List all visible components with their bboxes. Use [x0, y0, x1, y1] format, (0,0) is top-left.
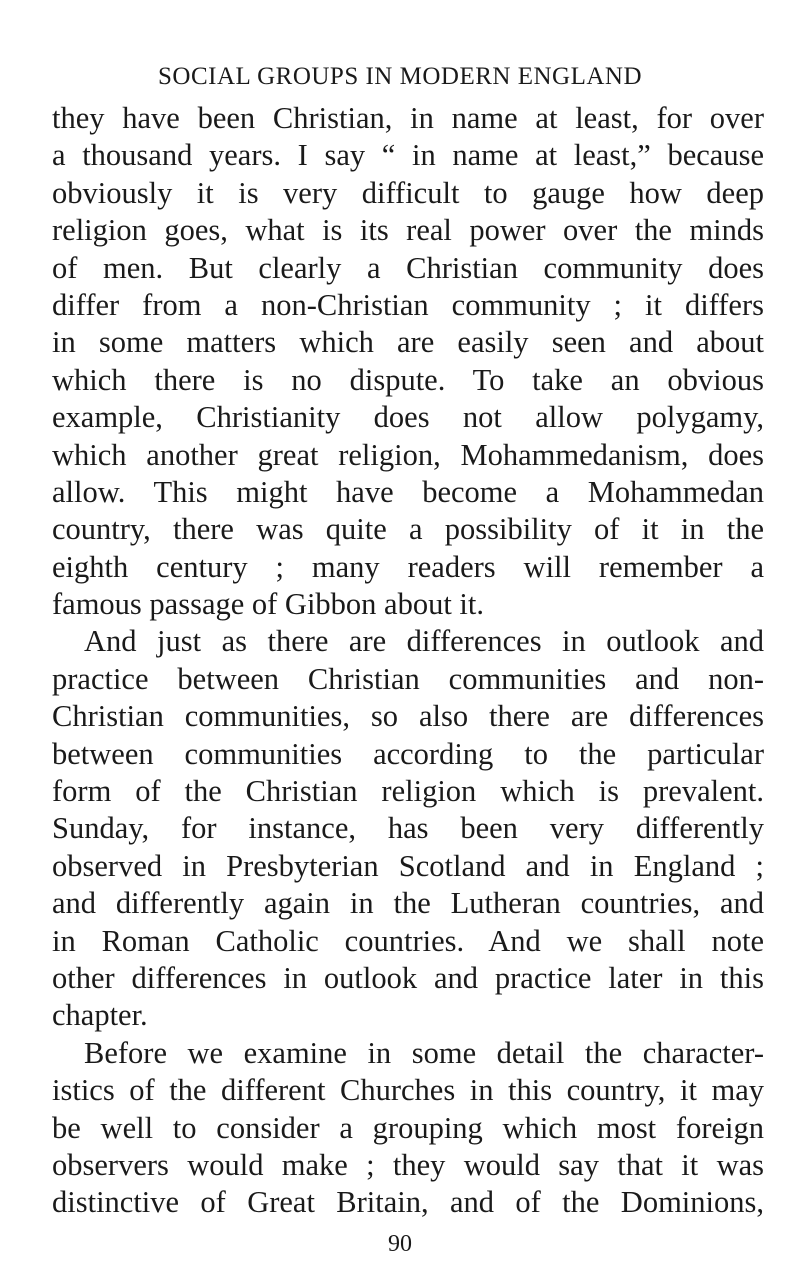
- text-line: chapter.: [52, 998, 148, 1033]
- text-line: eighth century ; many readers will remember a: [52, 549, 764, 584]
- text-line: be well to consider a grouping which most foreign: [52, 1110, 764, 1145]
- text-line: differ from a non-Christian community ; it differs: [52, 287, 764, 322]
- text-line: form of the Christian religion which is prevalent.: [52, 774, 764, 809]
- text-line: religion goes, what is its real power over the minds: [52, 213, 764, 248]
- page-number: 90: [388, 1231, 412, 1257]
- text-line: obviously it is very difficult to gauge how deep: [52, 175, 764, 210]
- text-line: allow. This might have become a Mohammedan: [52, 474, 764, 509]
- text-line: and differently again in the Lutheran countries, and: [52, 886, 764, 921]
- text-line: observers would make ; they would say that it was: [52, 1147, 764, 1182]
- text-line: distinctive of Great Britain, and of the Dominions,: [52, 1185, 764, 1220]
- text-line: And just as there are differences in outlook and: [84, 624, 764, 659]
- running-head: SOCIAL GROUPS IN MODERN ENGLAND: [157, 63, 643, 90]
- text-line: observed in Presbyterian Scotland and in England ;: [52, 848, 764, 883]
- text-line: istics of the different Churches in this country, it may: [52, 1073, 764, 1108]
- text-line: other differences in outlook and practice later in this: [52, 960, 764, 995]
- text-line: a thousand years. I say “ in name at least,” because: [52, 138, 764, 173]
- text-line: Before we examine in some detail the character-: [84, 1035, 764, 1070]
- text-line: which there is no dispute. To take an obvious: [52, 362, 764, 397]
- text-line: between communities according to the particular: [52, 736, 764, 771]
- text-line: example, Christianity does not allow polygamy,: [52, 400, 764, 435]
- text-line: in Roman Catholic countries. And we shall note: [52, 923, 764, 958]
- text-line: practice between Christian communities and non-: [52, 661, 764, 696]
- text-line: of men. But clearly a Christian community does: [52, 250, 764, 285]
- text-line: they have been Christian, in name at least, for over: [52, 101, 764, 135]
- body-text: [52, 100, 764, 1222]
- text-line: Christian communities, so also there are differences: [52, 699, 764, 734]
- text-line: which another great religion, Mohammedanism, does: [52, 437, 764, 472]
- text-line: famous passage of Gibbon about it.: [52, 587, 485, 622]
- text-line: country, there was quite a possibility of it in the: [52, 512, 764, 547]
- text-line: Sunday, for instance, has been very differently: [52, 811, 764, 846]
- text-line: in some matters which are easily seen and about: [52, 325, 764, 360]
